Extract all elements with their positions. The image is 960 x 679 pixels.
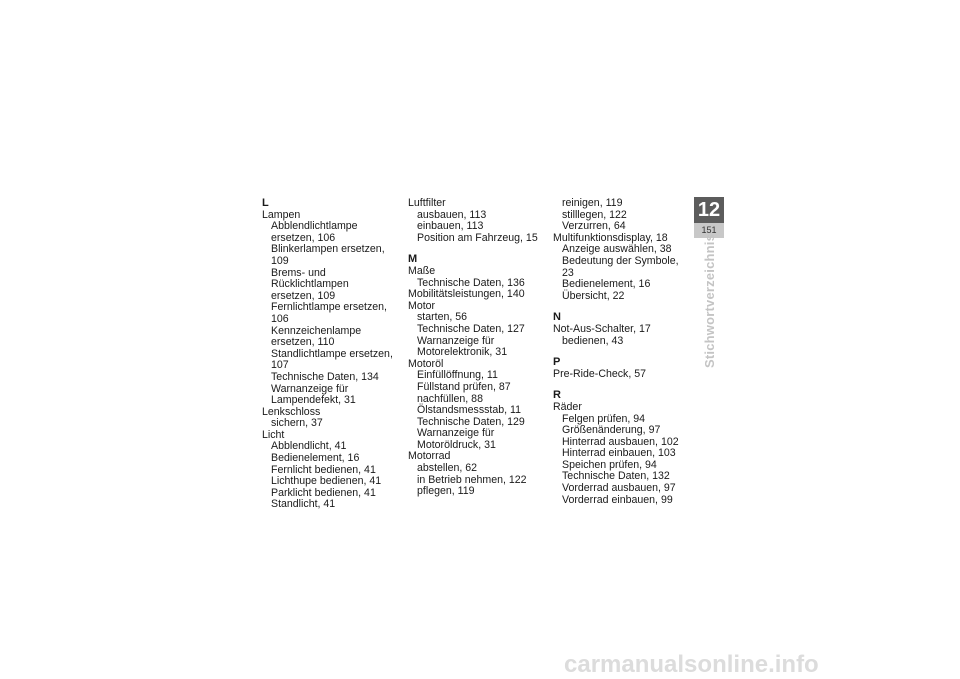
index-subentry: Parklicht bedienen, 41	[271, 486, 376, 499]
index-subentry: Motoröldruck, 31	[417, 438, 496, 451]
index-entry: Mobilitätsleistungen, 140	[408, 288, 525, 301]
index-subentry: Standlicht, 41	[271, 498, 336, 511]
index-subentry: Hinterrad einbauen, 103	[562, 447, 676, 460]
index-subentry: Verzurren, 64	[562, 220, 626, 233]
spacer	[553, 380, 693, 390]
index-subentry: Übersicht, 22	[562, 289, 625, 302]
index-entry: Lenkschloss	[262, 405, 321, 418]
side-title: Stichwortverzeichnis	[702, 233, 717, 368]
index-subentry: Brems- und Rücklichtlampen	[271, 266, 349, 291]
index-subentry: stilllegen, 122	[562, 208, 627, 221]
index-letter: P	[553, 356, 561, 369]
index-subentry: Warnanzeige für	[271, 382, 349, 395]
index-subentry: ersetzen, 109	[271, 289, 336, 302]
index-subentry: Hinterrad ausbauen, 102	[562, 435, 679, 448]
index-entry: Motor	[408, 299, 436, 312]
index-subentry: Speichen prüfen, 94	[562, 458, 657, 471]
index-subentry: Bedeutung der Symbole, 23	[562, 254, 679, 279]
index-subentry: Ölstandsmessstab, 11	[417, 404, 522, 417]
index-subentry: ersetzen, 110	[271, 336, 335, 349]
index-letter: N	[553, 311, 561, 324]
spacer	[553, 302, 693, 312]
index-subentry: nachfüllen, 88	[417, 392, 483, 405]
index-letter: L	[262, 197, 269, 209]
index-subentry: Lampendefekt, 31	[271, 394, 356, 407]
index-subentry: Abblendlicht, 41	[271, 440, 347, 453]
spacer	[553, 347, 693, 357]
index-subentry: Technische Daten, 129	[417, 415, 525, 428]
index-subentry: Technische Daten, 136	[417, 276, 525, 289]
index-subentry: Warnanzeige für	[417, 427, 495, 440]
index-subentry: Technische Daten, 127	[417, 322, 525, 335]
chapter-number: 12	[694, 197, 724, 223]
index-subentry: abstellen, 62	[417, 462, 478, 475]
index-subentry: Bedienelement, 16	[562, 278, 651, 291]
page-number: 151	[694, 223, 724, 238]
index-subentry: Füllstand prüfen, 87	[417, 380, 511, 393]
index-subentry: Blinkerlampen ersetzen, 109	[271, 243, 385, 267]
index-subentry: Technische Daten, 132	[562, 470, 670, 483]
index-entry: Luftfilter	[408, 197, 446, 209]
index-letter: M	[408, 253, 418, 266]
index-subentry: Einfüllöffnung, 11	[417, 369, 498, 382]
index-subentry: reinigen, 119	[562, 197, 623, 209]
index-subentry: in Betrieb nehmen, 122	[417, 473, 527, 486]
index-entry: Motoröl	[408, 357, 444, 370]
index-subentry: pflegen, 119	[417, 485, 475, 498]
index-column-3	[553, 198, 693, 506]
index-subentry: Standlichtlampe ersetzen, 107	[271, 347, 393, 372]
index-entry: Licht	[262, 428, 285, 441]
index-subentry: Fernlicht bedienen, 41	[271, 463, 376, 476]
index-subentry: bedienen, 43	[562, 334, 624, 347]
index-subentry: Vorderrad ausbauen, 97	[562, 482, 676, 495]
index-subentry: Warnanzeige für	[417, 334, 495, 347]
index-column-2	[408, 198, 548, 498]
watermark: carmanualsonline.info	[564, 651, 819, 678]
index-subentry: Abblendlichtlampe	[271, 220, 358, 233]
index-subentry: Vorderrad einbauen, 99	[562, 493, 673, 506]
index-column-1	[262, 198, 397, 511]
index-subentry: einbauen, 113	[417, 220, 484, 233]
spacer	[408, 244, 548, 254]
index-subentry: ersetzen, 106	[271, 231, 336, 244]
index-entry: Motorrad	[408, 450, 451, 463]
index-subentry: Position am Fahrzeug, 15	[417, 231, 538, 244]
index-subentry: Bedienelement, 16	[271, 452, 360, 465]
index-subentry: Motorelektronik, 31	[417, 346, 508, 359]
index-subentry: sichern, 37	[271, 417, 323, 430]
index-letter: R	[553, 389, 561, 402]
chapter-tab	[694, 197, 724, 238]
index-entry: Multifunktionsdisplay, 18	[553, 231, 668, 244]
index-entry: Lampen	[262, 208, 301, 221]
index-subentry: Kennzeichenlampe	[271, 324, 362, 337]
index-subentry: Lichthupe bedienen, 41	[271, 475, 382, 488]
index-entry: Räder	[553, 400, 582, 413]
index-subentry: starten, 56	[417, 311, 468, 324]
index-entry: Pre-Ride-Check, 57	[553, 367, 647, 380]
index-subentry: ausbauen, 113	[417, 208, 487, 221]
index-subentry: Größenänderung, 97	[562, 424, 661, 437]
index-subentry: Technische Daten, 134	[271, 370, 379, 383]
index-entry: Maße	[408, 264, 436, 277]
index-entry: Not-Aus-Schalter, 17	[553, 322, 651, 335]
index-subentry: Anzeige auswählen, 38	[562, 243, 672, 256]
index-subentry: Fernlichtlampe ersetzen, 106	[271, 301, 387, 325]
index-subentry: Felgen prüfen, 94	[562, 412, 646, 425]
